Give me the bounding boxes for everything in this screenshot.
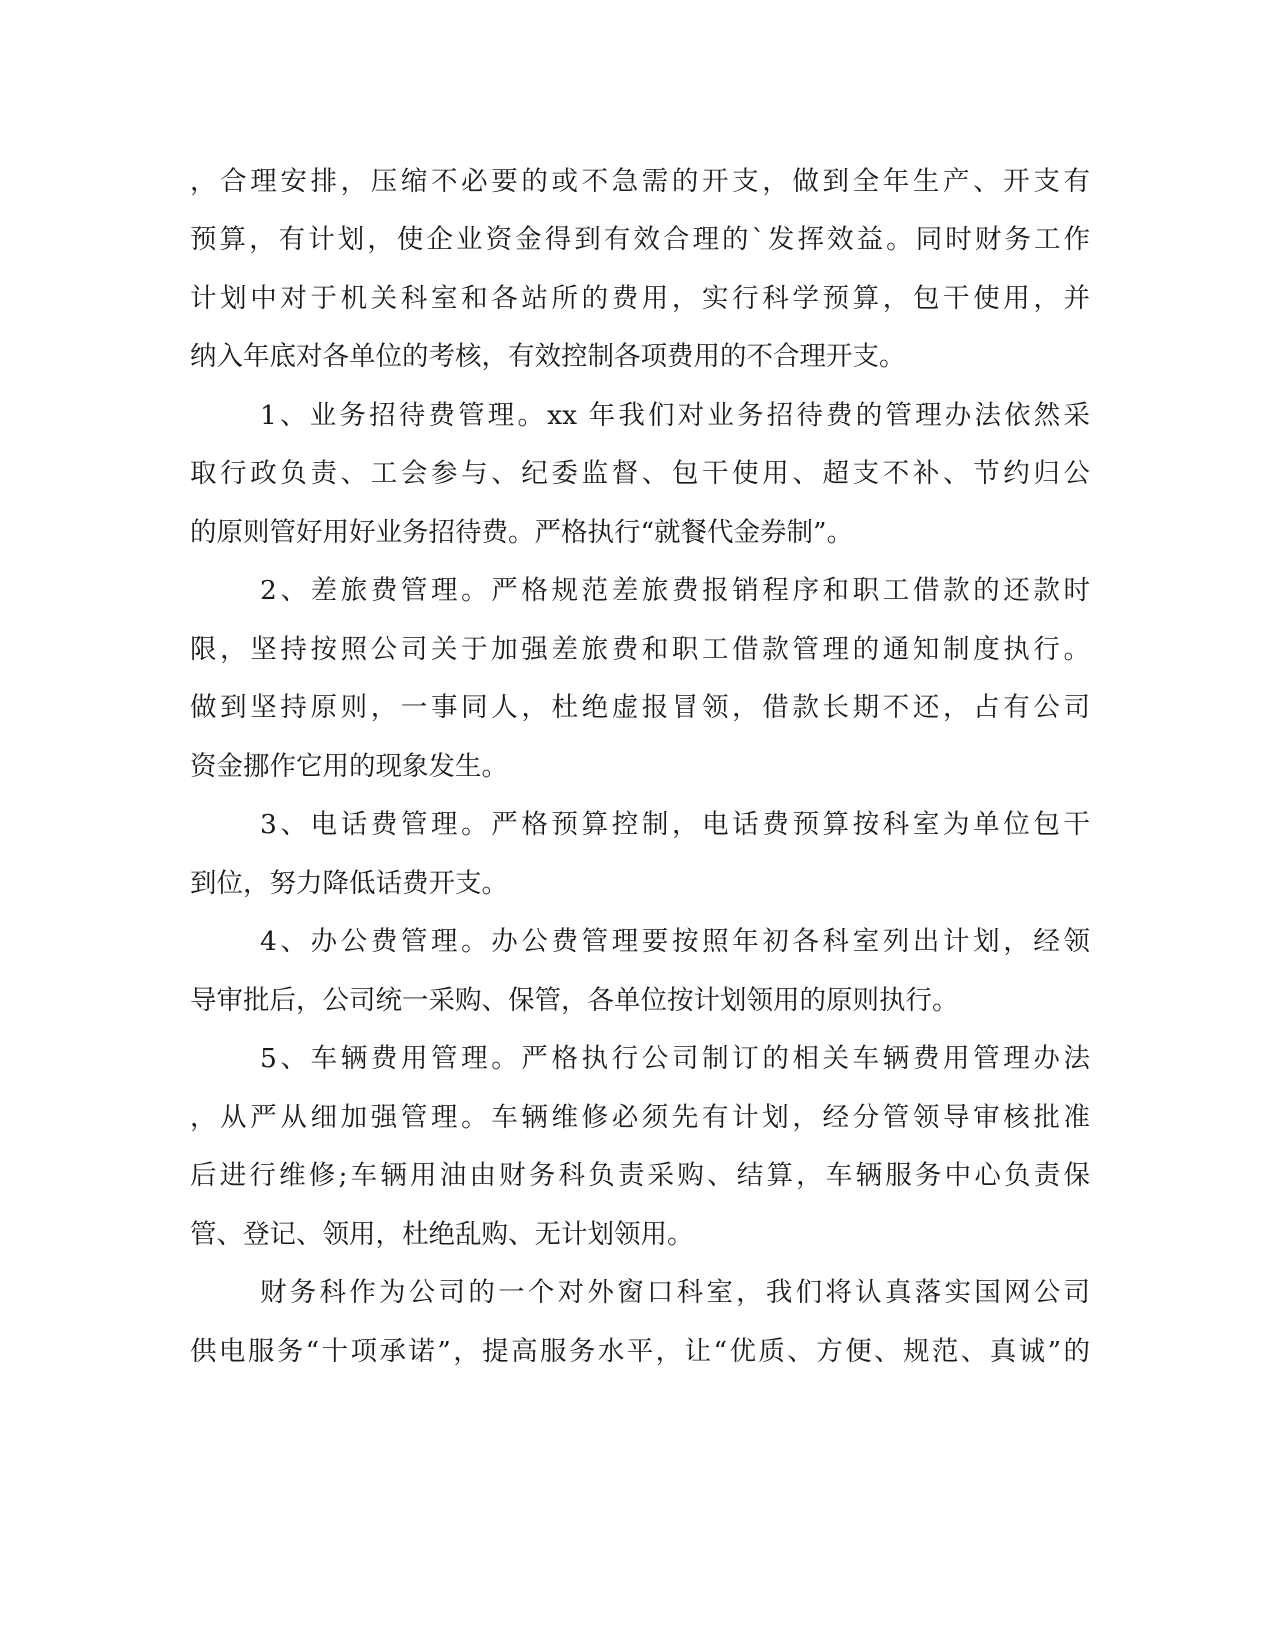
text-line: ，合理安排，压缩不必要的或不急需的开支，做到全年生产、开支有	[190, 166, 1090, 197]
text-line: ，从严从细加强管理。车辆维修必须先有计划，经分管领导审核批准	[190, 1102, 1090, 1133]
text-line: 供电服务“十项承诺”，提高服务水平，让“优质、方便、规范、真诚”的	[190, 1336, 1090, 1367]
text-line: 计划中对于机关科室和各站所的费用，实行科学预算，包干使用，并	[190, 283, 1090, 314]
text-line: 到位，努力降低话费开支。	[190, 868, 508, 899]
text-line: 资金挪作它用的现象发生。	[190, 751, 508, 782]
text-line: 2、差旅费管理。严格规范差旅费报销程序和职工借款的还款时	[260, 575, 1090, 606]
text-line: 后进行维修;车辆用油由财务科负责采购、结算，车辆服务中心负责保	[190, 1160, 1090, 1191]
text-line: 3、电话费管理。严格预算控制，电话费预算按科室为单位包干	[260, 809, 1090, 840]
text-line: 的原则管好用好业务招待费。严格执行“就餐代金券制”。	[190, 517, 854, 548]
text-line: 导审批后，公司统一采购、保管，各单位按计划领用的原则执行。	[190, 985, 959, 1016]
text-line: 预算，有计划，使企业资金得到有效合理的`发挥效益。同时财务工作	[190, 224, 1090, 255]
text-line: 1、业务招待费管理。xx 年我们对业务招待费的管理办法依然采	[260, 400, 1090, 431]
text-line: 管、登记、领用，杜绝乱购、无计划领用。	[190, 1219, 694, 1250]
text-line: 做到坚持原则，一事同人，杜绝虚报冒领，借款长期不还，占有公司	[190, 692, 1090, 723]
text-line: 取行政负责、工会参与、纪委监督、包干使用、超支不补、节约归公	[190, 458, 1090, 489]
text-line: 限，坚持按照公司关于加强差旅费和职工借款管理的通知制度执行。	[190, 634, 1090, 665]
text-line: 4、办公费管理。办公费管理要按照年初各科室列出计划，经领	[260, 926, 1090, 957]
text-line: 财务科作为公司的一个对外窗口科室，我们将认真落实国网公司	[260, 1277, 1090, 1308]
text-line: 5、车辆费用管理。严格执行公司制订的相关车辆费用管理办法	[260, 1043, 1090, 1074]
text-line: 纳入年底对各单位的考核，有效控制各项费用的不合理开支。	[190, 341, 906, 372]
